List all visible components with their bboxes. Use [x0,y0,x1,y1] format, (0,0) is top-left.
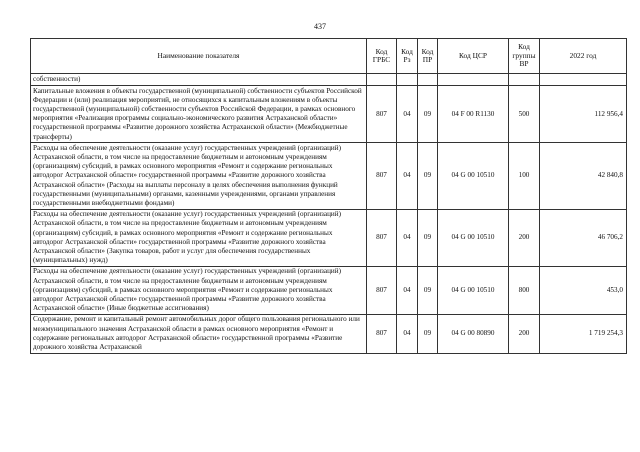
cell-pr: 09 [418,209,438,266]
header-name: Наименование показателя [31,39,367,74]
cell-rz: 04 [397,86,418,143]
cell-csr: 04 G 00 10510 [438,209,509,266]
cell-name: Расходы на обеспечение деятельности (оказание услуг) государственных учреждений (организаций) Астраханской области, в том числе на предоставление бюджетным и автономным учреждениям (организациям) субсидий, в рамках основного мероприятия «Ремонт и содержание региональных автодорог Астраханской области» государственной программы «Развитие дорожного хозяйства Астраханской области» (Расходы на выплаты персоналу в целях обеспечения выполнения функций государственными (муниципальными) органами, казенными учреждениями, органами управления государственными внебюджетными фондами) [31,143,367,209]
cell-grbs: 807 [367,266,397,314]
cell-pr: 09 [418,266,438,314]
cell-pr: 09 [418,143,438,209]
cell-value: 453,0 [540,266,627,314]
cell-name: Содержание, ремонт и капитальный ремонт автомобильных дорог общего пользования регионального или межмуниципального значения Астраханской области в рамках основного мероприятия «Ремонт и содержание региональных автодорог Астраханской области» государственной программы «Развитие дорожного хозяйства Астраханской [31,314,367,353]
cell-name: Капитальные вложения в объекты государственной (муниципальной) собственности субъектов Российской Федерации и (или) реализация мероприятий, не относящихся к капитальным вложениям в объекты государственной (муниципальной) собственности субъектов Российской Федерации, в рамках основного мероприятия «Реализация программы социально-экономического развития Астраханской области» государственной программы «Развитие дорожного хозяйства Астраханской области» (Межбюджетные трансферты) [31,86,367,143]
cell-rz: 04 [397,209,418,266]
table-row [31,86,627,143]
cell-vr: 200 [509,314,540,353]
cell-grbs: 807 [367,86,397,143]
cell-rz: 04 [397,314,418,353]
cell-vr [509,74,540,86]
cell-name: Расходы на обеспечение деятельности (оказание услуг) государственных учреждений (организаций) Астраханской области, в том числе на предоставление бюджетным и автономным учреждениям (организациям) субсидий, в рамках основного мероприятия «Ремонт и содержание региональных автодорог Астраханской области» государственной программы «Развитие дорожного хозяйства Астраханской области» (Иные бюджетные ассигнования) [31,266,367,314]
header-year: 2022 год [540,39,627,74]
cell-pr [418,74,438,86]
cell-vr: 200 [509,209,540,266]
cell-grbs [367,74,397,86]
header-pr: Код ПР [418,39,438,74]
cell-rz: 04 [397,143,418,209]
cell-csr [438,74,509,86]
table-row [31,314,627,353]
cell-value [540,74,627,86]
cell-value: 1 719 254,3 [540,314,627,353]
cell-pr: 09 [418,314,438,353]
cell-grbs: 807 [367,143,397,209]
header-vr: Код группы ВР [509,39,540,74]
cell-vr: 500 [509,86,540,143]
cell-grbs: 807 [367,209,397,266]
cell-csr: 04 F 00 R1130 [438,86,509,143]
cell-rz: 04 [397,266,418,314]
cell-csr: 04 G 00 10510 [438,266,509,314]
budget-table [30,38,627,354]
cell-grbs: 807 [367,314,397,353]
cell-vr: 100 [509,143,540,209]
header-csr: Код ЦСР [438,39,509,74]
cell-value: 112 956,4 [540,86,627,143]
table-row [31,266,627,314]
cell-name: собственности) [31,74,367,86]
cell-value: 42 840,8 [540,143,627,209]
table-row-continuation [31,74,627,86]
page-number: 437 [314,22,326,31]
cell-csr: 04 G 00 80890 [438,314,509,353]
cell-vr: 800 [509,266,540,314]
cell-name: Расходы на обеспечение деятельности (оказание услуг) государственных учреждений (организаций) Астраханской области, в том числе на предоставление бюджетным и автономным учреждениям (организациям) субсидий, в рамках основного мероприятия «Ремонт и содержание региональных автодорог Астраханской области» государственной программы «Развитие дорожного хозяйства Астраханской области» (Закупка товаров, работ и услуг для обеспечения государственных (муниципальных) нужд) [31,209,367,266]
table-row [31,143,627,209]
cell-csr: 04 G 00 10510 [438,143,509,209]
cell-rz [397,74,418,86]
header-rz: Код Рз [397,39,418,74]
header-grbs: Код ГРБС [367,39,397,74]
table-header-row [31,39,627,74]
cell-pr: 09 [418,86,438,143]
cell-value: 46 706,2 [540,209,627,266]
table-row [31,209,627,266]
